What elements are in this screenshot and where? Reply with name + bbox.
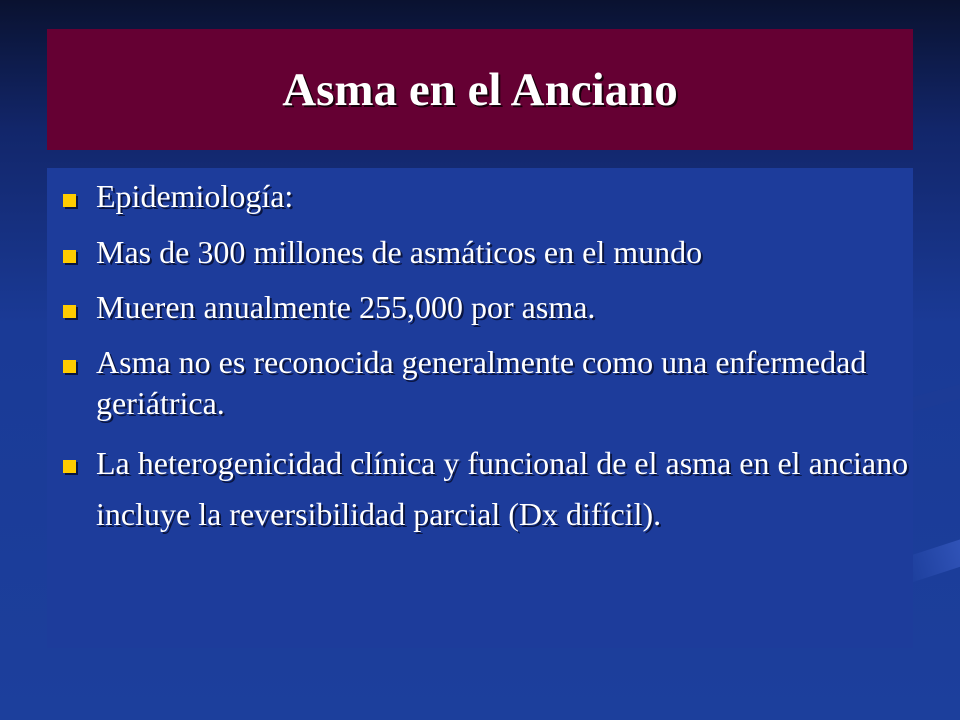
- bullet-item: [60, 438, 920, 540]
- square-bullet-icon: [63, 460, 76, 473]
- bullet-text: Mas de 300 millones de asmáticos en el mundo: [96, 234, 703, 270]
- bullet-item: [60, 176, 920, 217]
- bullet-text: Asma no es reconocida generalmente como una enfermedad geriátrica.: [96, 344, 867, 421]
- bullet-item: [60, 342, 920, 424]
- bullet-text: Epidemiología:: [96, 178, 294, 214]
- bullet-item: [60, 287, 920, 328]
- bullet-list: [60, 176, 920, 540]
- square-bullet-icon: [63, 305, 76, 318]
- bullet-item: [60, 232, 920, 273]
- square-bullet-icon: [63, 194, 76, 207]
- title-band: [47, 29, 913, 150]
- square-bullet-icon: [63, 360, 76, 373]
- bullet-text: La heterogenicidad clínica y funcional de el asma en el anciano incluye la reversibilidad parcial (Dx difícil).: [96, 445, 909, 532]
- slide-title: Asma en el Anciano: [282, 63, 678, 116]
- bullet-text: Mueren anualmente 255,000 por asma.: [96, 289, 596, 325]
- square-bullet-icon: [63, 250, 76, 263]
